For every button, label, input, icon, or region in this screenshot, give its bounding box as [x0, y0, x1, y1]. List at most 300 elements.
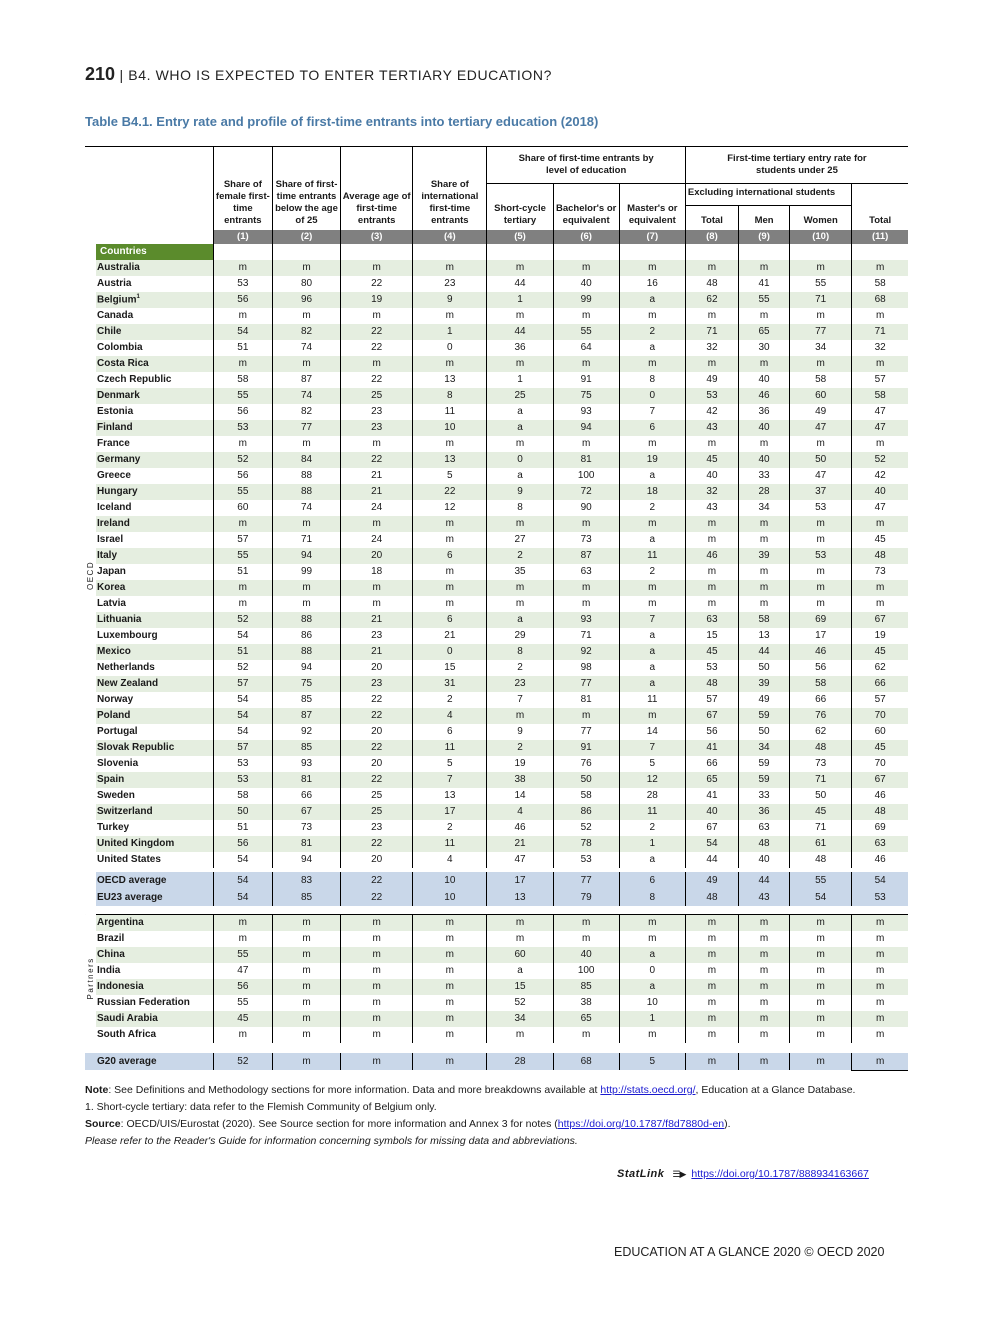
- table-cell: m: [553, 914, 619, 931]
- table-cell: 0: [619, 963, 685, 979]
- table-cell: 70: [852, 708, 908, 724]
- readers-guide-note: Please refer to the Reader's Guide for information concerning symbols for missing data and abbreviations.: [85, 1135, 578, 1147]
- table-cell: m: [272, 436, 340, 452]
- country-name-text: Austria: [97, 278, 132, 289]
- table-cell: m: [685, 995, 738, 1011]
- table-cell: m: [487, 1027, 553, 1043]
- table-cell: 22: [341, 372, 413, 388]
- country-name: [96, 644, 213, 660]
- table-cell: m: [272, 979, 340, 995]
- table-row: [85, 340, 908, 356]
- table-cell: m: [790, 436, 852, 452]
- table-cell: m: [790, 947, 852, 963]
- country-name: [96, 420, 213, 436]
- table-cell: 53: [213, 772, 272, 788]
- table-row: [85, 947, 908, 963]
- table-cell: m: [272, 260, 340, 276]
- table-cell: 60: [213, 500, 272, 516]
- table-cell: m: [553, 931, 619, 947]
- table-cell: a: [619, 628, 685, 644]
- country-name: [96, 564, 213, 580]
- table-cell: 75: [553, 388, 619, 404]
- table-row: [85, 889, 908, 906]
- table-cell: 55: [213, 947, 272, 963]
- table-cell: 20: [341, 548, 413, 564]
- table-cell: 2: [619, 820, 685, 836]
- table-cell: 74: [272, 500, 340, 516]
- table-cell: 10: [619, 995, 685, 1011]
- table-cell: m: [213, 356, 272, 372]
- table-cell: 65: [739, 324, 790, 340]
- section-title: | B4. WHO IS EXPECTED TO ENTER TERTIARY EDUCATION?: [119, 67, 553, 83]
- table-cell: 96: [272, 292, 340, 308]
- country-name-text: Slovenia: [97, 758, 139, 769]
- country-name: [96, 356, 213, 372]
- table-row: [85, 436, 908, 452]
- table-cell: 58: [852, 388, 908, 404]
- statlink-url[interactable]: https://doi.org/10.1787/888934163667: [691, 1168, 869, 1180]
- table-cell: 10: [413, 889, 487, 906]
- table-cell: 21: [487, 836, 553, 852]
- table-row: [85, 548, 908, 564]
- table-cell: m: [685, 931, 738, 947]
- table-cell: m: [739, 436, 790, 452]
- table-cell: m: [413, 979, 487, 995]
- table-notes: [85, 1082, 915, 1150]
- country-name: [96, 947, 213, 963]
- country-name: [96, 740, 213, 756]
- table-cell: 58: [790, 676, 852, 692]
- column-number: (3): [341, 230, 413, 244]
- table-cell: m: [213, 914, 272, 931]
- table-row: [85, 500, 908, 516]
- table-cell: 53: [685, 388, 738, 404]
- table-cell: 48: [852, 804, 908, 820]
- table-cell: 56: [790, 660, 852, 676]
- table-cell: a: [619, 660, 685, 676]
- table-cell: 55: [739, 292, 790, 308]
- table-row: [85, 388, 908, 404]
- table-cell: m: [739, 596, 790, 612]
- col-group-level: Share of first-time entrants by level of education: [487, 147, 685, 184]
- table-cell: a: [619, 852, 685, 868]
- table-cell: 67: [685, 708, 738, 724]
- table-row: [85, 564, 908, 580]
- table-cell: 2: [413, 820, 487, 836]
- table-cell: 25: [487, 388, 553, 404]
- country-name: [96, 404, 213, 420]
- table-cell: 67: [852, 772, 908, 788]
- table-cell: a: [619, 979, 685, 995]
- stats-link[interactable]: http://stats.oecd.org/: [600, 1084, 696, 1096]
- country-name: [96, 500, 213, 516]
- table-cell: 62: [685, 292, 738, 308]
- table-cell: a: [619, 676, 685, 692]
- table-cell: 61: [790, 836, 852, 852]
- table-cell: 41: [685, 740, 738, 756]
- table-row: [85, 452, 908, 468]
- table-cell: 25: [341, 388, 413, 404]
- table-cell: 49: [685, 372, 738, 388]
- table-cell: m: [685, 356, 738, 372]
- table-cell: m: [739, 1053, 790, 1071]
- table-cell: 55: [553, 324, 619, 340]
- table-cell: 46: [685, 548, 738, 564]
- table-cell: 57: [213, 740, 272, 756]
- country-name: [96, 979, 213, 995]
- table-cell: 98: [553, 660, 619, 676]
- partners-side-label: Partners: [85, 914, 96, 1043]
- table-cell: m: [685, 1053, 738, 1071]
- table-cell: 56: [213, 979, 272, 995]
- table-cell: m: [619, 596, 685, 612]
- table-cell: 39: [739, 676, 790, 692]
- table-cell: 55: [213, 548, 272, 564]
- table-cell: m: [341, 963, 413, 979]
- table-cell: m: [341, 308, 413, 324]
- table-cell: 47: [213, 963, 272, 979]
- table-cell: 63: [739, 820, 790, 836]
- source-tail: ).: [724, 1118, 731, 1130]
- table-cell: 2: [487, 740, 553, 756]
- table-cell: 82: [272, 404, 340, 420]
- table-cell: 34: [739, 500, 790, 516]
- table-cell: 24: [341, 532, 413, 548]
- table-cell: 45: [852, 644, 908, 660]
- country-name: [96, 995, 213, 1011]
- table-cell: 56: [213, 404, 272, 420]
- table-cell: 4: [413, 708, 487, 724]
- country-name-text: Germany: [97, 454, 141, 465]
- table-cell: 5: [619, 1053, 685, 1071]
- table-cell: 5: [619, 756, 685, 772]
- table-cell: 28: [619, 788, 685, 804]
- table-cell: 91: [553, 372, 619, 388]
- column-number: (6): [553, 230, 619, 244]
- table-cell: 54: [852, 872, 908, 889]
- table-cell: m: [341, 596, 413, 612]
- country-name: [96, 436, 213, 452]
- country-name: [96, 388, 213, 404]
- table-cell: m: [739, 995, 790, 1011]
- table-cell: m: [790, 580, 852, 596]
- table-cell: 68: [852, 292, 908, 308]
- table-cell: m: [619, 436, 685, 452]
- spacer-row: [85, 906, 908, 915]
- table-row: [85, 1027, 908, 1043]
- table-cell: 40: [739, 452, 790, 468]
- table-cell: 21: [341, 612, 413, 628]
- table-cell: 30: [739, 340, 790, 356]
- table-cell: m: [739, 1027, 790, 1043]
- table-cell: m: [790, 516, 852, 532]
- table-cell: m: [487, 708, 553, 724]
- country-name-text: Slovak Republic: [97, 742, 175, 753]
- table-cell: m: [852, 1027, 908, 1043]
- table-cell: 91: [553, 740, 619, 756]
- table-cell: 94: [553, 420, 619, 436]
- table-cell: 2: [619, 500, 685, 516]
- table-cell: 51: [213, 820, 272, 836]
- table-cell: m: [341, 260, 413, 276]
- country-name: [96, 889, 213, 906]
- table-cell: m: [790, 963, 852, 979]
- table-cell: m: [272, 308, 340, 324]
- table-cell: 11: [619, 804, 685, 820]
- table-cell: 58: [739, 612, 790, 628]
- table-cell: 32: [685, 484, 738, 500]
- table-cell: 77: [272, 420, 340, 436]
- table-cell: 71: [790, 292, 852, 308]
- table-cell: m: [619, 356, 685, 372]
- table-cell: 85: [272, 740, 340, 756]
- table-cell: m: [790, 914, 852, 931]
- table-cell: 48: [685, 276, 738, 292]
- table-cell: 6: [619, 872, 685, 889]
- table-cell: m: [619, 708, 685, 724]
- table-cell: 60: [790, 388, 852, 404]
- table-cell: m: [619, 516, 685, 532]
- table-cell: 2: [487, 548, 553, 564]
- table-cell: 45: [685, 452, 738, 468]
- table-cell: 44: [739, 644, 790, 660]
- table-cell: m: [487, 580, 553, 596]
- table-cell: m: [553, 1027, 619, 1043]
- country-name: [96, 340, 213, 356]
- table-cell: 50: [739, 724, 790, 740]
- table-cell: m: [852, 596, 908, 612]
- country-name-text: Japan: [97, 566, 126, 577]
- table-row: [85, 580, 908, 596]
- table-cell: 50: [739, 660, 790, 676]
- table-cell: m: [790, 1027, 852, 1043]
- table-cell: 20: [341, 756, 413, 772]
- source-doi-link[interactable]: https://doi.org/10.1787/f8d7880d-en: [557, 1118, 725, 1130]
- table-cell: m: [739, 1011, 790, 1027]
- table-cell: 74: [272, 388, 340, 404]
- table-row: [85, 324, 908, 340]
- table-cell: 20: [341, 724, 413, 740]
- table-cell: 41: [739, 276, 790, 292]
- table-row: [85, 995, 908, 1011]
- country-name-text: New Zealand: [97, 678, 159, 689]
- table-cell: 40: [685, 804, 738, 820]
- country-name: [96, 468, 213, 484]
- table-cell: m: [272, 596, 340, 612]
- table-cell: 68: [553, 1053, 619, 1071]
- table-row: [85, 404, 908, 420]
- country-name-text: Indonesia: [97, 981, 144, 992]
- table-cell: 80: [272, 276, 340, 292]
- table-row: [85, 468, 908, 484]
- table-cell: 52: [213, 660, 272, 676]
- table-cell: m: [272, 947, 340, 963]
- table-cell: 5: [413, 756, 487, 772]
- table-cell: m: [487, 931, 553, 947]
- table-cell: 5: [413, 468, 487, 484]
- statlink-icon: ☰▶: [672, 1169, 686, 1179]
- country-name-text: Australia: [97, 262, 140, 273]
- table-cell: 53: [553, 852, 619, 868]
- table-cell: m: [685, 914, 738, 931]
- country-name: [96, 692, 213, 708]
- table-cell: 77: [553, 676, 619, 692]
- table-cell: m: [487, 516, 553, 532]
- country-name-text: Canada: [97, 310, 134, 321]
- col-header-6: Bachelor's or equivalent: [553, 184, 619, 230]
- table-cell: 99: [272, 564, 340, 580]
- table-cell: m: [413, 580, 487, 596]
- country-name-text: Poland: [97, 710, 131, 721]
- table-cell: 49: [685, 872, 738, 889]
- column-number: (10): [790, 230, 852, 244]
- country-name-text: Saudi Arabia: [97, 1013, 158, 1024]
- table-cell: 77: [790, 324, 852, 340]
- table-row: [85, 596, 908, 612]
- country-name-text: Greece: [97, 470, 131, 481]
- table-cell: m: [272, 516, 340, 532]
- country-name-text: South Africa: [97, 1029, 157, 1040]
- table-cell: 49: [790, 404, 852, 420]
- country-name: [96, 372, 213, 388]
- table-cell: 86: [553, 804, 619, 820]
- country-name: [96, 1053, 213, 1071]
- table-cell: 32: [852, 340, 908, 356]
- table-cell: m: [852, 1011, 908, 1027]
- table-cell: 23: [341, 404, 413, 420]
- table-cell: m: [213, 931, 272, 947]
- table-cell: 22: [341, 872, 413, 889]
- table-cell: 0: [619, 388, 685, 404]
- table-cell: m: [685, 580, 738, 596]
- country-name-text: Ireland: [97, 518, 130, 529]
- table-cell: 51: [213, 644, 272, 660]
- table-cell: m: [272, 963, 340, 979]
- table-cell: m: [341, 580, 413, 596]
- table-cell: m: [413, 436, 487, 452]
- table-cell: m: [739, 516, 790, 532]
- table-cell: 35: [487, 564, 553, 580]
- table-cell: 6: [413, 612, 487, 628]
- country-name-text: Korea: [97, 582, 126, 593]
- table-cell: 17: [487, 872, 553, 889]
- table-cell: 55: [790, 276, 852, 292]
- table-cell: 36: [739, 804, 790, 820]
- table-cell: m: [487, 308, 553, 324]
- table-cell: 92: [272, 724, 340, 740]
- table-cell: m: [852, 979, 908, 995]
- table-cell: m: [213, 1027, 272, 1043]
- table-cell: 19: [852, 628, 908, 644]
- table-row: [85, 516, 908, 532]
- table-cell: m: [413, 516, 487, 532]
- table-cell: m: [790, 995, 852, 1011]
- table-cell: 85: [272, 889, 340, 906]
- table-cell: 67: [272, 804, 340, 820]
- table-cell: 46: [739, 388, 790, 404]
- table-cell: 13: [413, 452, 487, 468]
- table-cell: 50: [790, 788, 852, 804]
- table-cell: 76: [553, 756, 619, 772]
- table-cell: m: [685, 1011, 738, 1027]
- table-cell: 25: [341, 804, 413, 820]
- table-cell: m: [341, 1053, 413, 1071]
- table-cell: 50: [213, 804, 272, 820]
- table-cell: 40: [739, 420, 790, 436]
- table-cell: 72: [553, 484, 619, 500]
- country-name-text: Mexico: [97, 646, 131, 657]
- table-cell: 100: [553, 468, 619, 484]
- table-cell: 38: [487, 772, 553, 788]
- table-cell: 67: [852, 612, 908, 628]
- data-table: [85, 146, 908, 1071]
- table-cell: 65: [553, 1011, 619, 1027]
- table-cell: 0: [413, 340, 487, 356]
- table-cell: 77: [553, 724, 619, 740]
- table-cell: m: [852, 947, 908, 963]
- table-cell: 66: [685, 756, 738, 772]
- table-cell: 58: [852, 276, 908, 292]
- col-group-entry-rate: First-time tertiary entry rate for students under 25: [685, 147, 908, 184]
- table-row: [85, 660, 908, 676]
- table-cell: 23: [341, 628, 413, 644]
- oecd-body: [85, 244, 908, 906]
- table-cell: 62: [790, 724, 852, 740]
- table-cell: m: [790, 931, 852, 947]
- table-cell: 67: [685, 820, 738, 836]
- table-cell: m: [272, 356, 340, 372]
- table-cell: 54: [213, 724, 272, 740]
- table-cell: m: [852, 914, 908, 931]
- table-cell: 22: [341, 772, 413, 788]
- table-cell: 18: [619, 484, 685, 500]
- country-name-text: Norway: [97, 694, 134, 705]
- table-cell: 11: [413, 404, 487, 420]
- table-cell: 19: [487, 756, 553, 772]
- table-cell: 10: [413, 872, 487, 889]
- table-cell: 86: [272, 628, 340, 644]
- table-row: [85, 872, 908, 889]
- table-row: [85, 420, 908, 436]
- country-name-text: Denmark: [97, 390, 140, 401]
- table-cell: 43: [685, 420, 738, 436]
- table-cell: m: [619, 260, 685, 276]
- partners-body: [85, 906, 908, 1071]
- table-cell: 19: [341, 292, 413, 308]
- country-name-text: Costa Rica: [97, 358, 149, 369]
- table-cell: 64: [553, 340, 619, 356]
- table-cell: m: [272, 931, 340, 947]
- table-cell: 46: [790, 644, 852, 660]
- table-cell: 33: [739, 468, 790, 484]
- table-cell: 63: [852, 836, 908, 852]
- table-cell: m: [685, 596, 738, 612]
- table-cell: 15: [685, 628, 738, 644]
- table-cell: m: [852, 931, 908, 947]
- table-cell: m: [739, 356, 790, 372]
- country-name: [96, 914, 213, 931]
- column-number: (5): [487, 230, 553, 244]
- country-name: [96, 836, 213, 852]
- table-cell: 7: [619, 404, 685, 420]
- table-cell: m: [739, 914, 790, 931]
- table-cell: 45: [852, 740, 908, 756]
- table-cell: m: [213, 260, 272, 276]
- table-cell: 7: [619, 612, 685, 628]
- column-number: (7): [619, 230, 685, 244]
- note-text: : See Definitions and Methodology sections for more information. Data and more breakdowns available at: [108, 1084, 601, 1096]
- table-cell: 53: [213, 420, 272, 436]
